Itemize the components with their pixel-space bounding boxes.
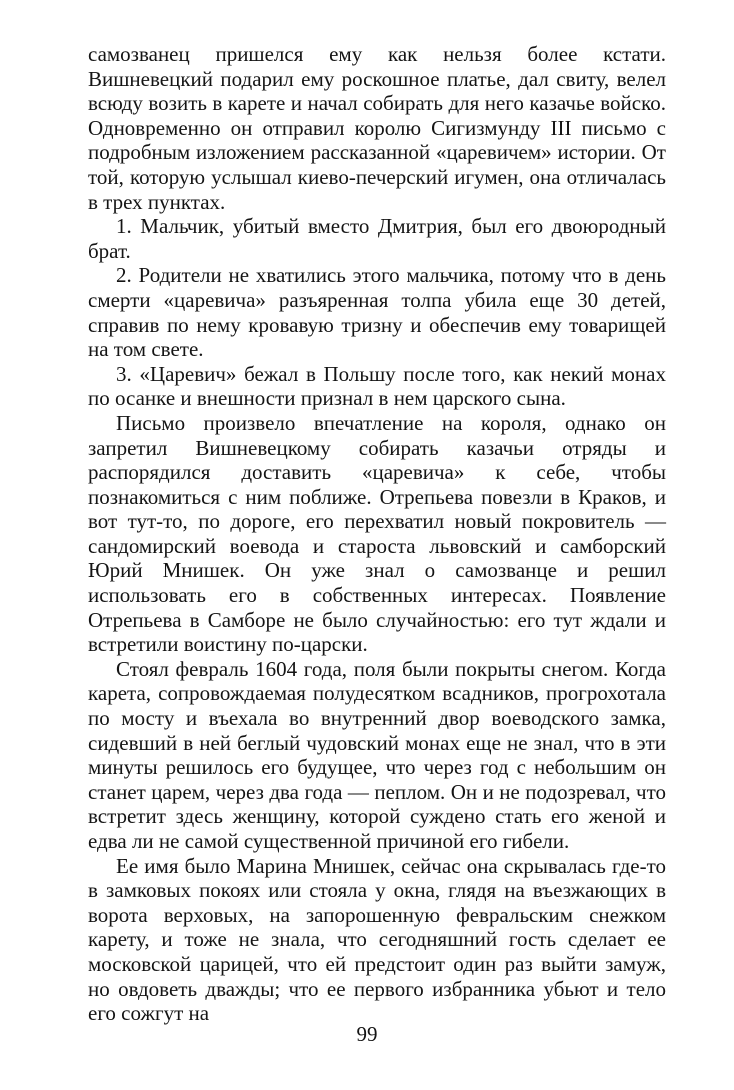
page-number: 99: [356, 1022, 378, 1046]
paragraph-1: самозванец пришелся ему как нельзя более кстати. Вишневецкий подарил ему роскошное платье, дал свиту, велел всюду возить в карете и начал собирать для него казачье войско. Одновременно он отправил королю Сигизмунду III письмо с подробным изложением рассказанной «царевичем» истории. От той, которую услышал киево-печерский игумен, она отличалась в трех пунктах.: [88, 42, 666, 214]
paragraph-7: Ее имя было Марина Мнишек, сейчас она скрывалась где-то в замковых покоях или стояла у окна, глядя на въезжающих в ворота верховых, на запорошенную февральским снежком карету, и тоже не знала, что сегодняшний гость сделает ее московской царицей, что ей предстоит один раз выйти замуж, но овдоветь дважды; что ее первого избранника убьют и тело его сожгут на: [88, 853, 666, 1026]
paragraph-6: Стоял февраль 1604 года, поля были покрыты снегом. Когда карета, сопровождаемая полудесятком всадников, прогрохотала по мосту и въехала во внутренний двор воеводского замка, сидевший в ней беглый чудовский монах еще не знал, что в эти минуты решилось его будущее, что через год с небольшим он станет царем, через два года — пеплом. Он и не подозревал, что встретит здесь женщину, которой суждено стать его женой и едва ли не самой существенной причиной его гибели.: [88, 656, 666, 853]
paragraph-3: 2. Родители не хватились этого мальчика, потому что в день смерти «царевича» разъяренная толпа убила еще 30 детей, справив по нему кровавую тризну и обеспечив ему товарищей на том свете.: [88, 263, 666, 362]
body-text: [88, 42, 666, 1026]
paragraph-2: 1. Мальчик, убитый вместо Дмитрия, был его двоюродный брат.: [88, 214, 666, 263]
paragraph-4: 3. «Царевич» бежал в Польшу после того, как некий монах по осанке и внешности признал в нем царского сына.: [88, 361, 666, 411]
paragraph-5: Письмо произвело впечатление на короля, однако он запретил Вишневецкому собирать казачьи отряды и распорядился доставить «царевича» к себе, чтобы познакомиться с ним поближе. Отрепьева повезли в Краков, и вот тут-то, по дороге, его перехватил новый покровитель — сандомирский воевода и староста львовский и самборский Юрий Мнишек. Он уже знал о самозванце и решил использовать его в собственных интересах. Появление Отрепьева в Самборе не было случайностью: его тут ждали и встретили воистину по-царски.: [88, 410, 666, 657]
